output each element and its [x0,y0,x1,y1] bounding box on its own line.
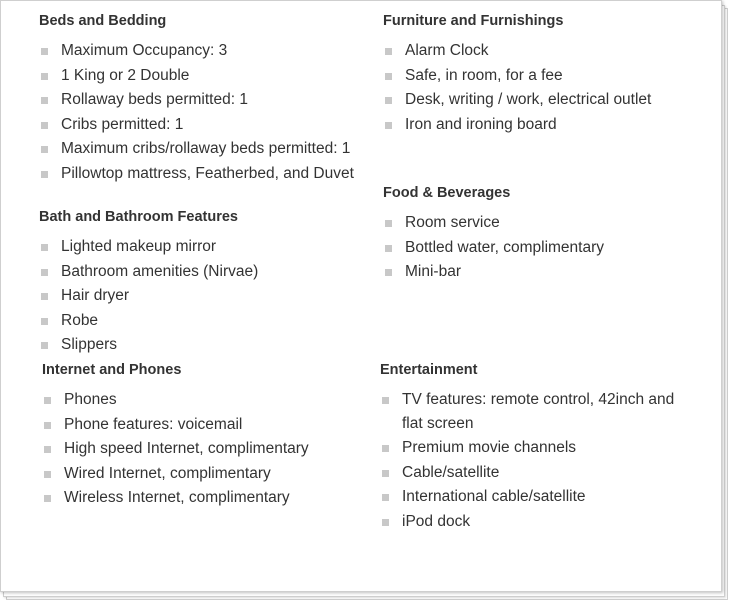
square-bullet-icon [44,422,51,429]
list-item: Room service [383,211,604,236]
list-item: International cable/satellite [380,485,682,510]
list-item: Rollaway beds permitted: 1 [39,88,354,113]
list-item: Robe [39,309,258,334]
list-item: TV features: remote control, 42inch and flat screen [380,388,682,436]
square-bullet-icon [382,397,389,404]
square-bullet-icon [41,244,48,251]
list-item: Bottled water, complimentary [383,236,604,261]
list-item: Cribs permitted: 1 [39,113,354,138]
entertainment-list [380,388,682,534]
square-bullet-icon [41,48,48,55]
square-bullet-icon [41,122,48,129]
list-item: iPod dock [380,510,682,535]
square-bullet-icon [41,342,48,349]
list-item: Hair dryer [39,284,258,309]
square-bullet-icon [41,146,48,153]
square-bullet-icon [385,269,392,276]
square-bullet-icon [41,269,48,276]
square-bullet-icon [385,48,392,55]
square-bullet-icon [44,397,51,404]
list-item: Slippers [39,333,258,358]
list-item: Iron and ironing board [383,113,651,138]
list-item: Lighted makeup mirror [39,235,258,260]
list-item: Maximum cribs/rollaway beds permitted: 1 [39,137,354,162]
square-bullet-icon [44,471,51,478]
square-bullet-icon [382,445,389,452]
list-item: Bathroom amenities (Nirvae) [39,260,258,285]
entertainment-section [380,362,682,534]
bath-section [39,209,258,358]
square-bullet-icon [385,122,392,129]
list-item: Desk, writing / work, electrical outlet [383,88,651,113]
list-item: Mini-bar [383,260,604,285]
square-bullet-icon [41,171,48,178]
section-heading: Furniture and Furnishings [383,13,564,29]
list-item: Safe, in room, for a fee [383,64,651,89]
internet-section [42,362,309,511]
square-bullet-icon [385,97,392,104]
list-item: Premium movie channels [380,436,682,461]
square-bullet-icon [41,318,48,325]
section-heading: Internet and Phones [42,362,182,378]
furniture-section [383,13,651,137]
square-bullet-icon [385,220,392,227]
list-item: Wireless Internet, complimentary [42,486,309,511]
square-bullet-icon [385,73,392,80]
square-bullet-icon [382,494,389,501]
list-item: High speed Internet, complimentary [42,437,309,462]
list-item: Phones [42,388,309,413]
square-bullet-icon [382,470,389,477]
furniture-list [383,39,651,137]
list-item: Alarm Clock [383,39,651,64]
square-bullet-icon [382,519,389,526]
section-heading: Food & Beverages [383,185,511,201]
section-heading: Entertainment [380,362,478,378]
list-item: 1 King or 2 Double [39,64,354,89]
beds-list [39,39,354,187]
square-bullet-icon [385,245,392,252]
square-bullet-icon [44,446,51,453]
food-list [383,211,604,285]
section-heading: Bath and Bathroom Features [39,209,238,225]
square-bullet-icon [44,495,51,502]
list-item: Cable/satellite [380,461,682,486]
food-section [383,185,604,285]
list-item: Wired Internet, complimentary [42,462,309,487]
square-bullet-icon [41,97,48,104]
section-heading: Beds and Bedding [39,13,167,29]
square-bullet-icon [41,73,48,80]
list-item: Maximum Occupancy: 3 [39,39,354,64]
internet-list [42,388,309,511]
square-bullet-icon [41,293,48,300]
list-item: Pillowtop mattress, Featherbed, and Duvet [39,162,354,187]
bath-list [39,235,258,358]
beds-section [39,13,354,187]
list-item: Phone features: voicemail [42,413,309,438]
